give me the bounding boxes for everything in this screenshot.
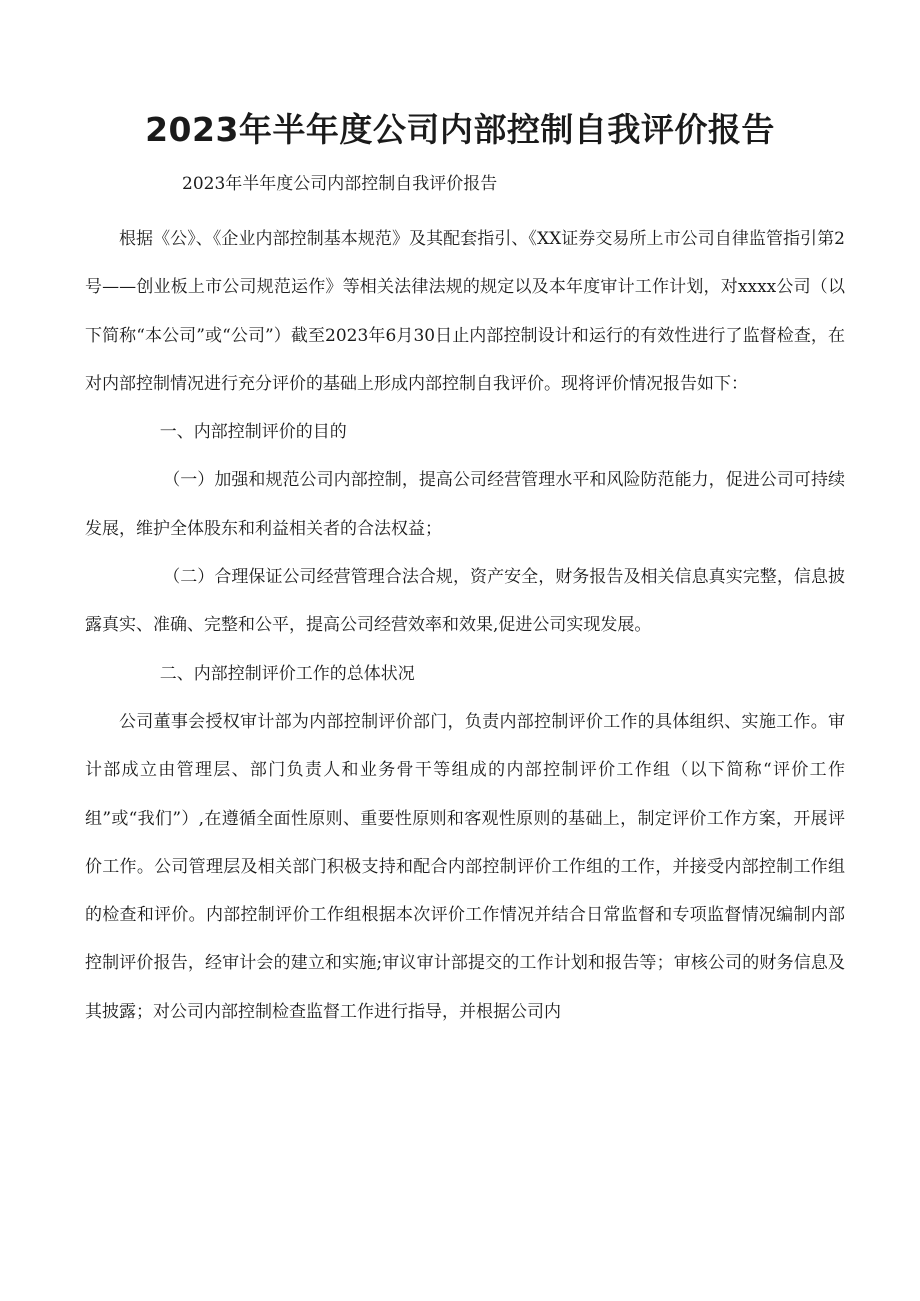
section-2-paragraph: 公司董事会授权审计部为内部控制评价部门，负责内部控制评价工作的具体组织、实施工作。审计部成立由管理层、部门负责人和业务骨干等组成的内部控制评价工作组（以下简称“评价工作组”或“我们”）,在遵循全面性原则、重要性原则和客观性原则的基础上，制定评价工作方案，开展评价工作。公司管理层及相关部门积极支持和配合内部控制评价工作组的工作，并接受内部控制工作组的检查和评价。内部控制评价工作组根据本次评价工作情况并结合日常监督和专项监督情况编制内部控制评价报告，经审计会的建立和实施;审议审计部提交的工作计划和报告等；审核公司的财务信息及其披露；对公司内部控制检查监督工作进行指导，并根据公司内: [85, 711, 845, 1022]
document-subtitle: 2023年半年度公司内部控制自我评价报告: [182, 174, 498, 194]
document-body: [85, 215, 845, 1036]
document-title: 2023年半年度公司内部控制自我评价报告: [145, 110, 775, 149]
section-2-heading: 二、内部控制评价工作的总体状况: [159, 663, 415, 684]
section-1-heading: 一、内部控制评价的目的: [159, 422, 347, 443]
section-1-item-2: （二）合理保证公司经营管理合法合规，资产安全，财务报告及相关信息真实完整，信息披露真实、准确、完整和公平，提高公司经营效率和效果,促进公司实现发展。: [85, 567, 845, 636]
section-1-item-1: （一）加强和规范公司内部控制，提高公司经营管理水平和风险防范能力，促进公司可持续发展，维护全体股东和利益相关者的合法权益；: [85, 470, 845, 539]
intro-paragraph: 根据《公》、《企业内部控制基本规范》及其配套指引、《XX证券交易所上市公司自律监管指引第2号——创业板上市公司规范运作》等相关法律法规的规定以及本年度审计工作计划，对xxxx公司（以下简称“本公司”或“公司”）截至2023年6月30日止内部控制设计和运行的有效性进行了监督检查，在对内部控制情况进行充分评价的基础上形成内部控制自我评价。现将评价情况报告如下：: [85, 229, 845, 394]
